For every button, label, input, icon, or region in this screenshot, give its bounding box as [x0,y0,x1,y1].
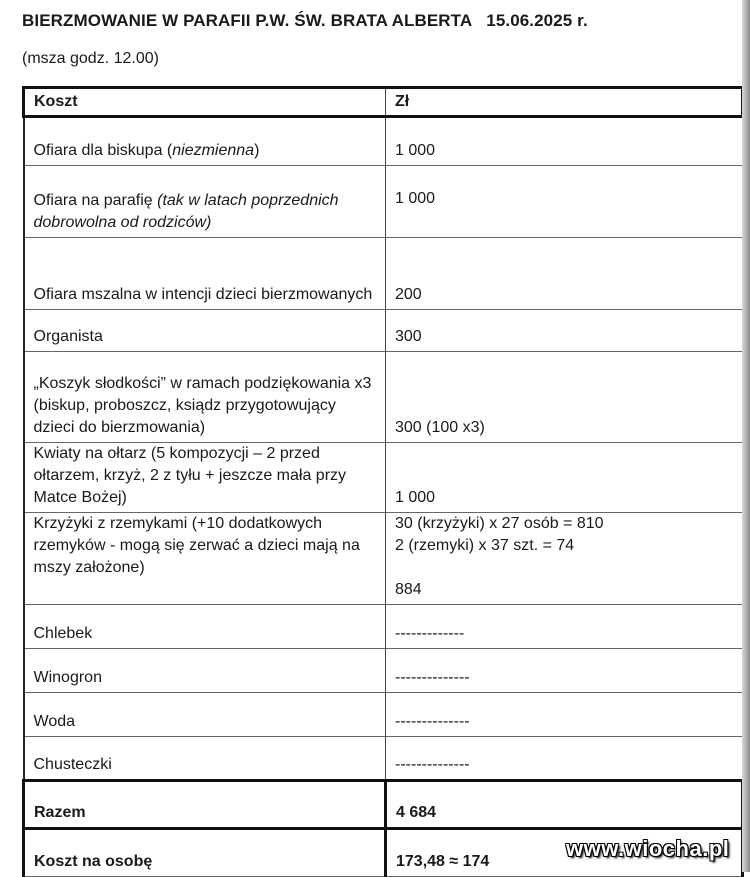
title-text: BIERZMOWANIE W PARAFII P.W. ŚW. BRATA ALBERTA [22,11,473,30]
header-amount: Zł [386,88,743,117]
total-value: 4 684 [386,781,743,829]
page-edge-shadow [742,0,750,872]
row-label: Krzyżyki z rzemykami (+10 dodatkowych rzemyków - mogą się zerwać a dzieci mają na mszy założone) [24,513,386,605]
value-line: 2 (rzemyki) x 37 szt. = 74 [395,537,575,554]
row-value: 1 000 [386,117,743,166]
table-row [24,443,743,513]
row-value: ------------- [386,605,743,649]
total-label: Razem [24,781,386,829]
document-title [22,11,588,31]
value-line: 30 (krzyżyki) x 27 osób = 810 [395,515,604,532]
row-value: 300 [386,310,743,352]
watermark: www.wiocha.pl [566,836,730,861]
row-value: -------------- [386,693,743,737]
total-row [24,781,743,829]
row-value: -------------- [386,737,743,781]
table-row [24,238,743,310]
per-person-label: Koszt na osobę [24,829,386,877]
table-row [24,693,743,737]
table-row [24,605,743,649]
row-label: Ofiara na parafię (tak w latach poprzednich dobrowolna od rodziców) [24,166,386,238]
row-value: 300 (100 x3) [386,352,743,443]
row-value [386,513,743,605]
row-value: 1 000 [386,166,743,238]
table-row [24,737,743,781]
table-row [24,310,743,352]
document-subtitle: (msza godz. 12.00) [22,50,159,67]
row-value: 200 [386,238,743,310]
table-row [24,513,743,605]
per-person-value: 173,48 ≈ 174 [386,829,743,877]
row-label: Ofiara mszalna w intencji dzieci bierzmowanych [24,238,386,310]
row-label: Organista [24,310,386,352]
table-row [24,117,743,166]
row-value: 1 000 [386,443,743,513]
cost-table [22,86,744,877]
row-label: Kwiaty na ołtarz (5 kompozycji – 2 przed ołtarzem, krzyż, 2 z tyłu + jeszcze mała przy Matce Bożej) [24,443,386,513]
table-header-row [24,88,743,117]
value-line: 884 [395,581,422,598]
table-row [24,166,743,238]
row-label: Chlebek [24,605,386,649]
row-value: -------------- [386,649,743,693]
row-label: Winogron [24,649,386,693]
header-cost: Koszt [24,88,386,117]
table-row [24,649,743,693]
title-date: 15.06.2025 r. [486,11,588,30]
row-label: Chusteczki [24,737,386,781]
row-label: Woda [24,693,386,737]
table-row [24,352,743,443]
row-label: „Koszyk słodkości” w ramach podziękowania x3 (biskup, proboszcz, ksiądz przygotowujący dzieci do bierzmowania) [24,352,386,443]
row-label: Ofiara dla biskupa (niezmienna) [24,117,386,166]
